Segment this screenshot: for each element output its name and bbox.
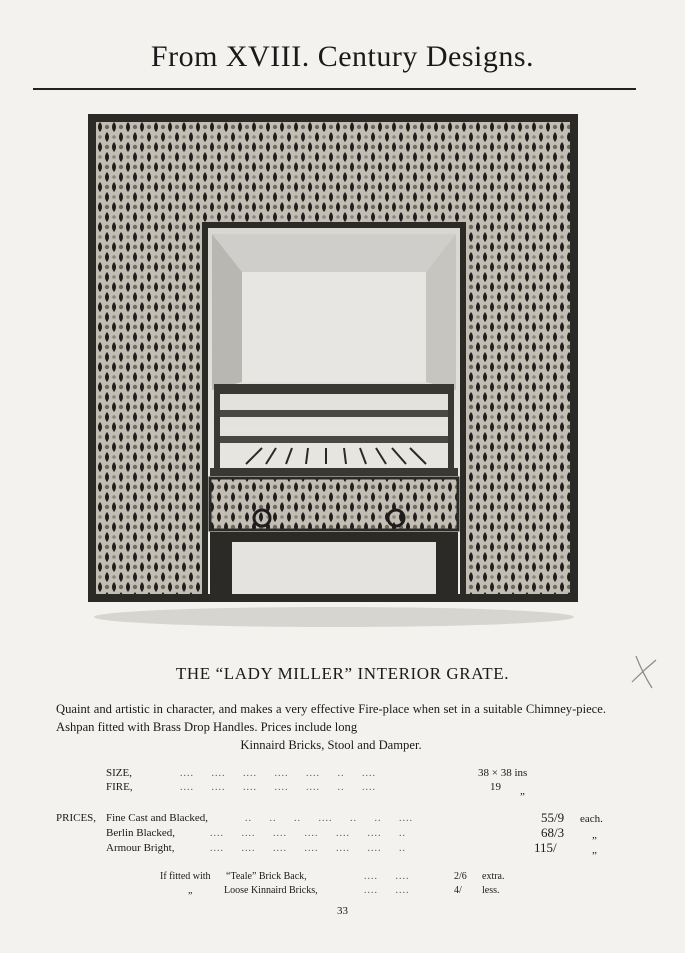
price-label: Berlin Blacked, — [106, 827, 176, 839]
price-unit: each. — [580, 813, 603, 825]
leader-dots: .... .... .... .... .... .. .... — [180, 768, 376, 779]
heading-rule — [33, 88, 636, 90]
extra-amount: 4/ — [454, 885, 462, 896]
leader-dots: .... .... — [364, 871, 410, 882]
prices-label: PRICES, — [56, 812, 97, 824]
extra-suffix: less. — [482, 885, 500, 896]
size-label: SIZE, — [106, 767, 132, 779]
price-unit: „ — [592, 829, 597, 841]
extra-amount: 2/6 — [454, 871, 467, 882]
price-unit: „ — [592, 844, 597, 856]
price-value: 115/ — [534, 840, 557, 855]
description-line-2: Kinnaird Bricks, Stool and Damper. — [240, 738, 422, 752]
extra-prefix: „ — [188, 885, 193, 896]
product-description — [56, 700, 606, 754]
extra-label: Loose Kinnaird Bricks, — [224, 885, 318, 896]
handwritten-x-mark — [628, 652, 662, 692]
leader-dots: .... .... .... .... .... .... .. — [210, 843, 406, 854]
leader-dots: .... .... — [364, 885, 410, 896]
price-label: Fine Cast and Blacked, — [106, 812, 209, 824]
extra-prefix: If fitted with — [160, 871, 211, 882]
fire-value: 19 — [490, 781, 501, 793]
fire-label: FIRE, — [106, 781, 133, 793]
description-line-1: Quaint and artistic in character, and makes a very effective Fire-place when set in a suitable Chimney-piece. Ashpan fitted with Brass Drop Handles. Prices include long — [56, 702, 606, 734]
page-number: 33 — [337, 905, 348, 917]
extra-label: “Teale” Brick Back, — [226, 871, 307, 882]
leader-dots: .... .... .... .... .... .... .. — [210, 828, 406, 839]
fireplace-grate-illustration — [86, 112, 580, 632]
leader-dots: .. .. .. .... .. .. .... — [245, 813, 413, 824]
extra-suffix: extra. — [482, 871, 505, 882]
size-value: 38 × 38 ins — [478, 767, 528, 779]
page-heading: From XVIII. Century Designs. — [150, 40, 535, 73]
price-value: 55/9 — [541, 810, 565, 825]
price-value: 68/3 — [541, 825, 565, 840]
price-label: Armour Bright, — [106, 842, 175, 854]
product-caption: THE “LADY MILLER” INTERIOR GRATE. — [175, 664, 510, 683]
leader-dots: .... .... .... .... .... .. .... — [180, 782, 376, 793]
fire-ditto: „ — [520, 785, 525, 797]
